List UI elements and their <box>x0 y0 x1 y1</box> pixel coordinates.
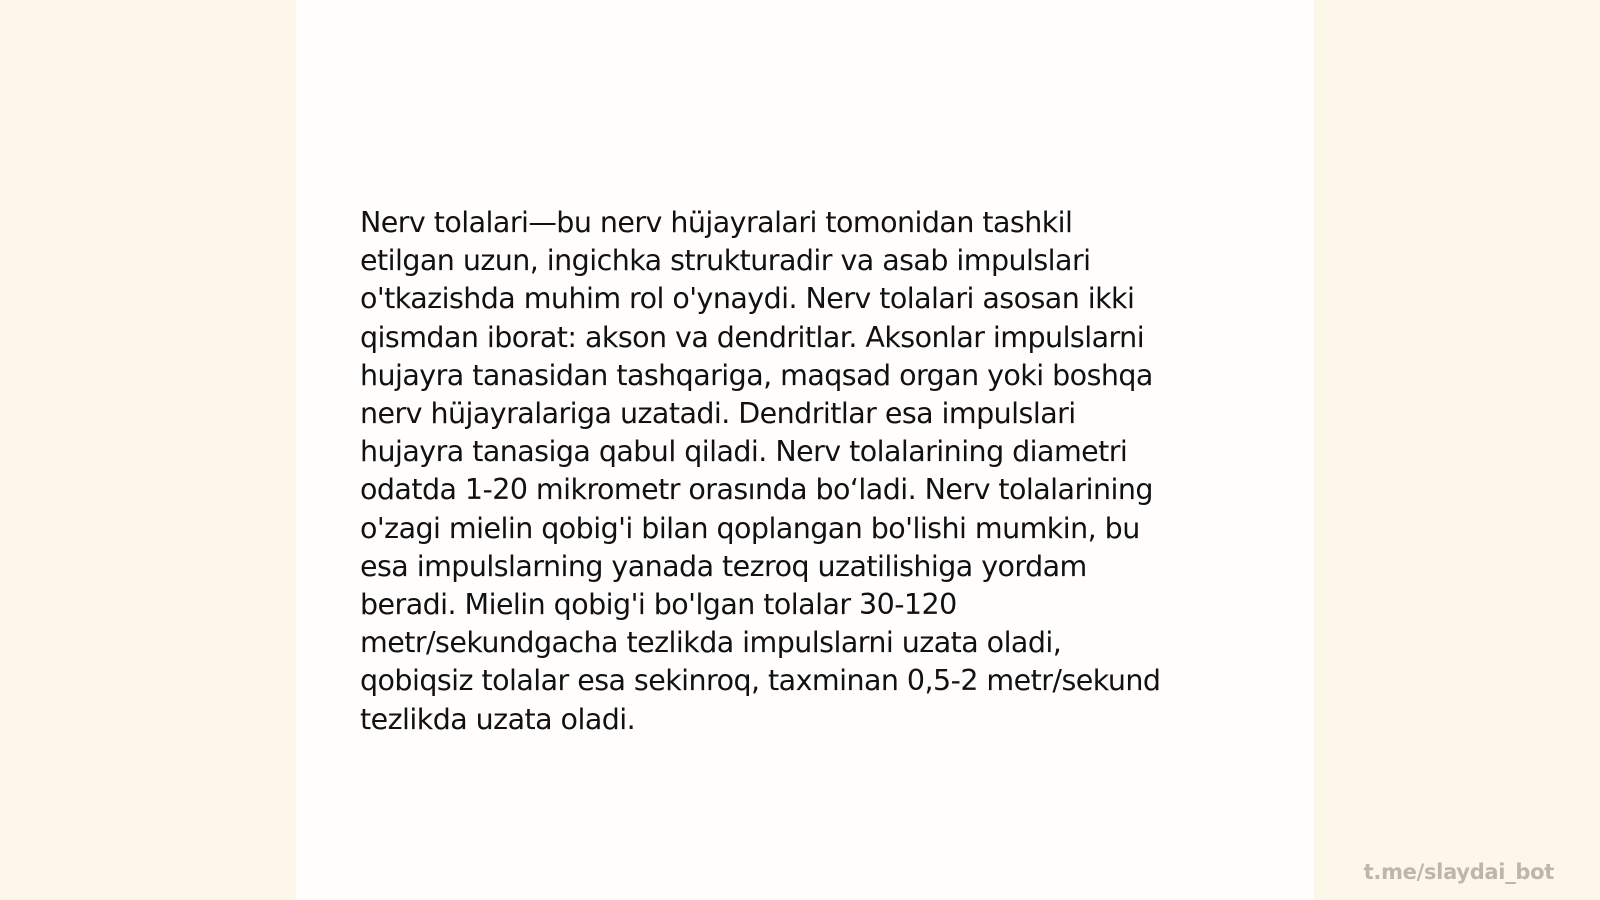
right-margin-panel <box>1314 0 1600 900</box>
slide-page <box>296 0 1314 900</box>
watermark-link[interactable]: t.me/slaydai_bot <box>1363 860 1554 884</box>
slide-body-text: Nerv tolalari—bu nerv hüjayralari tomonidan tashkil etilgan uzun, ingichka strukturadir va asab impulslari o'tkazishda muhim rol o'ynaydi. Nerv tolalari asosan ikki qismdan iborat: akson va dendritlar. Aksonlar impulslarni hujayra tanasidan tashqariga, maqsad organ yoki boshqa nerv hüjayralariga uzatadi. Dendritlar esa impulslari hujayra tanasiga qabul qiladi. Nerv tolalarining diametri odatda 1-20 mikrometr orasında bo‘ladi. Nerv tolalarining o'zagi mielin qobig'i bilan qoplangan bo'lishi mumkin, bu esa impulslarning yanada tezroq uzatilishiga yordam beradi. Mielin qobig'i bo'lgan tolalar 30-120 metr/sekundgacha tezlikda impulslarni uzata oladi, qobiqsiz tolalar esa sekinroq, taxminan 0,5-2 metr/sekund tezlikda uzata oladi. <box>360 206 1161 736</box>
left-margin-panel <box>0 0 296 900</box>
